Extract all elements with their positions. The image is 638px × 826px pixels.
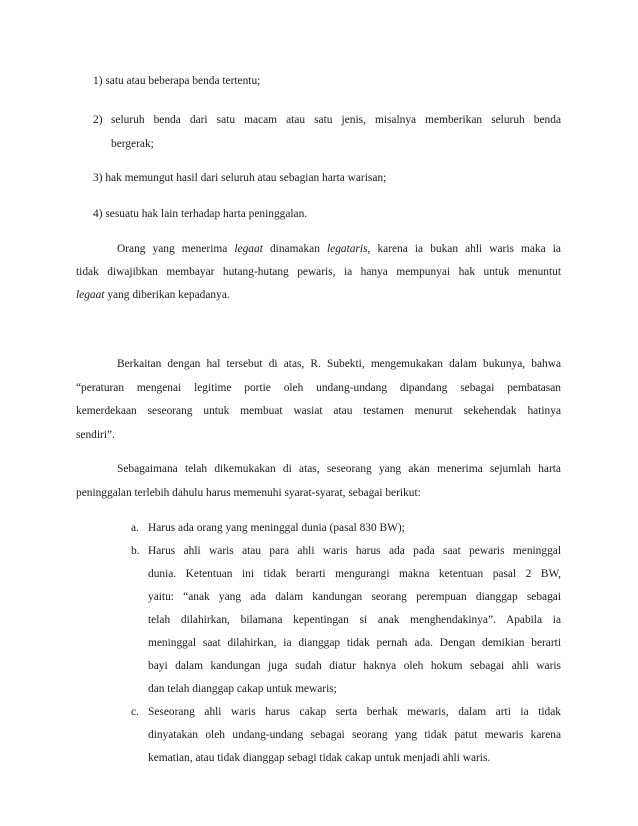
para1-line1: Orang yang menerima legaat dinamakan legataris, karena ia bukan ahli waris maka ia (117, 243, 561, 255)
para2-line3: kemerdekaan seseorang untuk membuat wasiat atau testamen menurut sekehendak hatinya (76, 405, 561, 417)
alpha-item-c-line2: dinyatakan oleh undang-undang sebagai seorang yang tidak patut mewaris karena (148, 729, 561, 741)
alpha-letter-a: a. (131, 522, 139, 534)
para2-line2: “peraturan mengenai legitime portie oleh undang-undang dipandang sebagai pembatasan (76, 382, 561, 394)
alpha-letter-b: b. (131, 545, 140, 557)
alpha-item-b-line5: meninggal saat dilahirkan, ia dianggap tidak pernah ada. Dengan demikian berarti (148, 637, 561, 649)
enum-item-3 (93, 171, 386, 185)
alpha-item-a-line1: Harus ada orang yang meninggal dunia (pasal 830 BW); (148, 522, 405, 534)
alpha-item-b-line6: bayi dalam kandungan juga sudah diatur haknya oleh hokum sebagai ahli waris (148, 660, 561, 672)
enum-number-2: 2) (93, 114, 103, 126)
para1-line3: legaat yang diberikan kepadanya. (76, 289, 230, 301)
para2-line4: sendiri”. (76, 429, 115, 441)
term-legaat: legaat (76, 289, 105, 301)
para1-line2: tidak diwajibkan membayar hutang-hutang pewaris, ia hanya mempunyai hak untuk menuntut (76, 266, 561, 278)
enum-number: 4) (93, 208, 103, 220)
term-legataris: legataris (327, 243, 368, 255)
alpha-item-b-line4: telah dilahirkan, bilamana kepentingan si anak menghendakinya”. Apabila ia (148, 614, 561, 626)
alpha-item-b-line2: dunia. Ketentuan ini tidak berarti mengurangi makna ketentuan pasal 2 BW, (148, 568, 561, 580)
enum-number: 1) (93, 75, 103, 87)
enum-item-1 (93, 74, 260, 88)
para3-line2: peninggalan terlebih dahulu harus memenuhi syarat-syarat, sebagai berikut: (76, 487, 421, 499)
alpha-item-b-line7: dan telah dianggap cakap untuk mewaris; (148, 683, 337, 695)
enum-text: sesuatu hak lain terhadap harta peninggalan. (105, 208, 308, 220)
term-legaat: legaat (234, 243, 263, 255)
enum-text: satu atau beberapa benda tertentu; (105, 75, 261, 87)
enum-item-2-line1: seluruh benda dari satu macam atau satu jenis, misalnya memberikan seluruh benda (111, 114, 561, 126)
alpha-item-c-line3: kematian, atau tidak dianggap sebagi tidak cakap untuk menjadi ahli waris. (148, 752, 491, 764)
enum-item-4 (93, 207, 307, 221)
enum-number: 3) (93, 172, 103, 184)
alpha-item-b-line1: Harus ahli waris atau para ahli waris harus ada pada saat pewaris meninggal (148, 545, 561, 557)
alpha-item-b-line3: yaitu: “anak yang ada dalam kandungan seorang perempuan dianggap sebagai (148, 591, 561, 603)
para3-line1: Sebagaimana telah dikemukakan di atas, seseorang yang akan menerima sejumlah harta (117, 463, 561, 475)
alpha-item-c-line1: Seseorang ahli waris harus cakap serta berhak mewaris, dalam arti ia tidak (148, 706, 561, 718)
alpha-letter-c: c. (131, 706, 139, 718)
enum-text: hak memungut hasil dari seluruh atau sebagian harta warisan; (105, 172, 387, 184)
enum-item-2-line2: bergerak; (111, 138, 154, 150)
para2-line1: Berkaitan dengan hal tersebut di atas, R. Subekti, mengemukakan dalam bukunya, bahwa (117, 358, 561, 370)
